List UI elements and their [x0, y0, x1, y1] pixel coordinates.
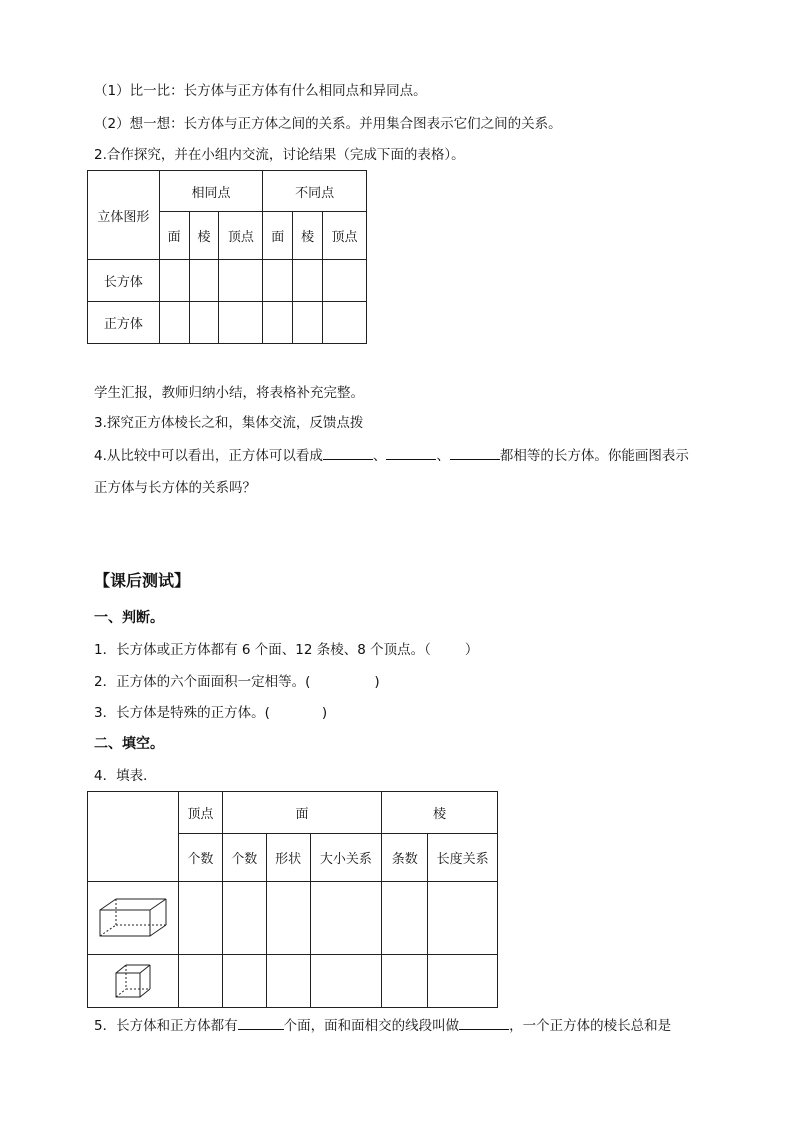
- table2-cell[interactable]: [310, 955, 382, 1008]
- question-3: [94, 704, 327, 722]
- table2-cell[interactable]: [178, 882, 222, 955]
- table2-face-header: 面: [222, 792, 382, 834]
- question-5-pre: 5．长方体和正方体都有: [94, 1018, 238, 1034]
- table2-cell[interactable]: [428, 882, 498, 955]
- table2-cell[interactable]: [428, 955, 498, 1008]
- table1-cell[interactable]: [219, 302, 263, 344]
- conclusion-line: [94, 445, 689, 465]
- conclusion-post: 都相等的长方体。你能画图表示: [499, 448, 689, 464]
- blank-q5-1[interactable]: [238, 1015, 284, 1030]
- blank-2[interactable]: [386, 445, 436, 460]
- table1-cell[interactable]: [323, 260, 367, 302]
- table1-cell[interactable]: [293, 260, 323, 302]
- table1-cell[interactable]: [189, 302, 219, 344]
- question-2-close: ): [374, 674, 380, 690]
- table2-cell[interactable]: [266, 882, 310, 955]
- table1-row-cuboid: 长方体: [88, 260, 160, 302]
- table1-cell[interactable]: [189, 260, 219, 302]
- table1-cell[interactable]: [263, 260, 293, 302]
- explore-line: 3.探究正方体棱长之和，集体交流，反馈点拨: [94, 415, 364, 431]
- question-2: [94, 673, 380, 691]
- table1-group-same: 相同点: [159, 171, 263, 212]
- table1-sub-face-1: 面: [159, 212, 189, 260]
- blank-1[interactable]: [323, 445, 373, 460]
- summary-line: 学生汇报，教师归纳小结，将表格补充完整。: [94, 385, 364, 401]
- conclusion-sep-1: 、: [372, 448, 387, 464]
- section-fill: 二、填空。: [94, 736, 164, 752]
- question-1-text: 1．长方体或正方体都有 6 个面、12 条棱、8 个顶点。（: [94, 642, 431, 658]
- table2-sub-face-shape: 形状: [266, 834, 310, 882]
- table1-cell[interactable]: [219, 260, 263, 302]
- question-5-mid: 个面，面和面相交的线段叫做: [283, 1018, 460, 1034]
- table2-cell[interactable]: [222, 882, 266, 955]
- conclusion-pre: 4.从比较中可以看出，正方体可以看成: [94, 448, 323, 464]
- table1-sub-vertex-1: 顶点: [219, 212, 263, 260]
- table1-sub-edge-1: 棱: [189, 212, 219, 260]
- question-3-close: ): [321, 705, 328, 721]
- fill-table: [87, 791, 498, 1008]
- blank-q5-2[interactable]: [459, 1015, 509, 1030]
- table1-sub-edge-2: 棱: [293, 212, 323, 260]
- table2-cell[interactable]: [178, 955, 222, 1008]
- table2-cell[interactable]: [382, 882, 428, 955]
- table2-cell[interactable]: [382, 955, 428, 1008]
- cuboid-icon: [98, 896, 168, 940]
- table2-cell[interactable]: [222, 955, 266, 1008]
- table1-cell[interactable]: [159, 260, 189, 302]
- section-judge: 一、判断。: [94, 610, 164, 626]
- activity-item-1: （1）比一比：长方体与正方体有什么相同点和异同点。: [94, 83, 427, 99]
- cuboid-figure-cell: [88, 882, 179, 955]
- table2-sub-edge-count: 条数: [382, 834, 428, 882]
- question-1: [94, 641, 478, 659]
- table2-sub-edge-length: 长度关系: [428, 834, 498, 882]
- question-5-post: ，一个正方体的棱长总和是: [509, 1018, 672, 1034]
- table2-edge-header: 棱: [382, 792, 498, 834]
- table1-sub-vertex-2: 顶点: [323, 212, 367, 260]
- table1-cell[interactable]: [159, 302, 189, 344]
- table1-row-cube: 正方体: [88, 302, 160, 344]
- table1-cell[interactable]: [293, 302, 323, 344]
- conclusion-sep-2: 、: [436, 448, 450, 464]
- table1-cell[interactable]: [263, 302, 293, 344]
- test-title: 【课后测试】: [94, 571, 191, 590]
- question-1-close: ）: [464, 642, 479, 658]
- table2-cell[interactable]: [310, 882, 382, 955]
- conclusion-line-2: 正方体与长方体的关系吗？: [94, 480, 256, 496]
- question-2-text: 2．正方体的六个面面积一定相等。(: [94, 674, 311, 690]
- question-4: 4．填表．: [94, 768, 157, 784]
- table2-sub-face-size: 大小关系: [310, 834, 382, 882]
- table2-sub-face-count: 个数: [222, 834, 266, 882]
- cube-icon: [113, 961, 153, 1001]
- table1-sub-face-2: 面: [263, 212, 293, 260]
- comparison-table: [87, 170, 367, 344]
- cube-figure-cell: [88, 955, 179, 1008]
- question-5: [94, 1015, 671, 1035]
- activity-item-2: （2）想一想：长方体与正方体之间的关系。并用集合图表示它们之间的关系。: [94, 116, 562, 132]
- blank-3[interactable]: [450, 445, 500, 460]
- table2-sub-vertex-count: 个数: [178, 834, 222, 882]
- table2-corner: [88, 792, 179, 882]
- table1-row-header: 立体图形: [88, 171, 160, 260]
- table2-cell[interactable]: [266, 955, 310, 1008]
- question-3-text: 3．长方体是特殊的正方体。(: [94, 705, 270, 721]
- table1-cell[interactable]: [323, 302, 367, 344]
- table1-group-diff: 不同点: [263, 171, 367, 212]
- table2-vertex-header: 顶点: [178, 792, 222, 834]
- activity-item-3: 2.合作探究，并在小组内交流，讨论结果（完成下面的表格）。: [94, 147, 465, 163]
